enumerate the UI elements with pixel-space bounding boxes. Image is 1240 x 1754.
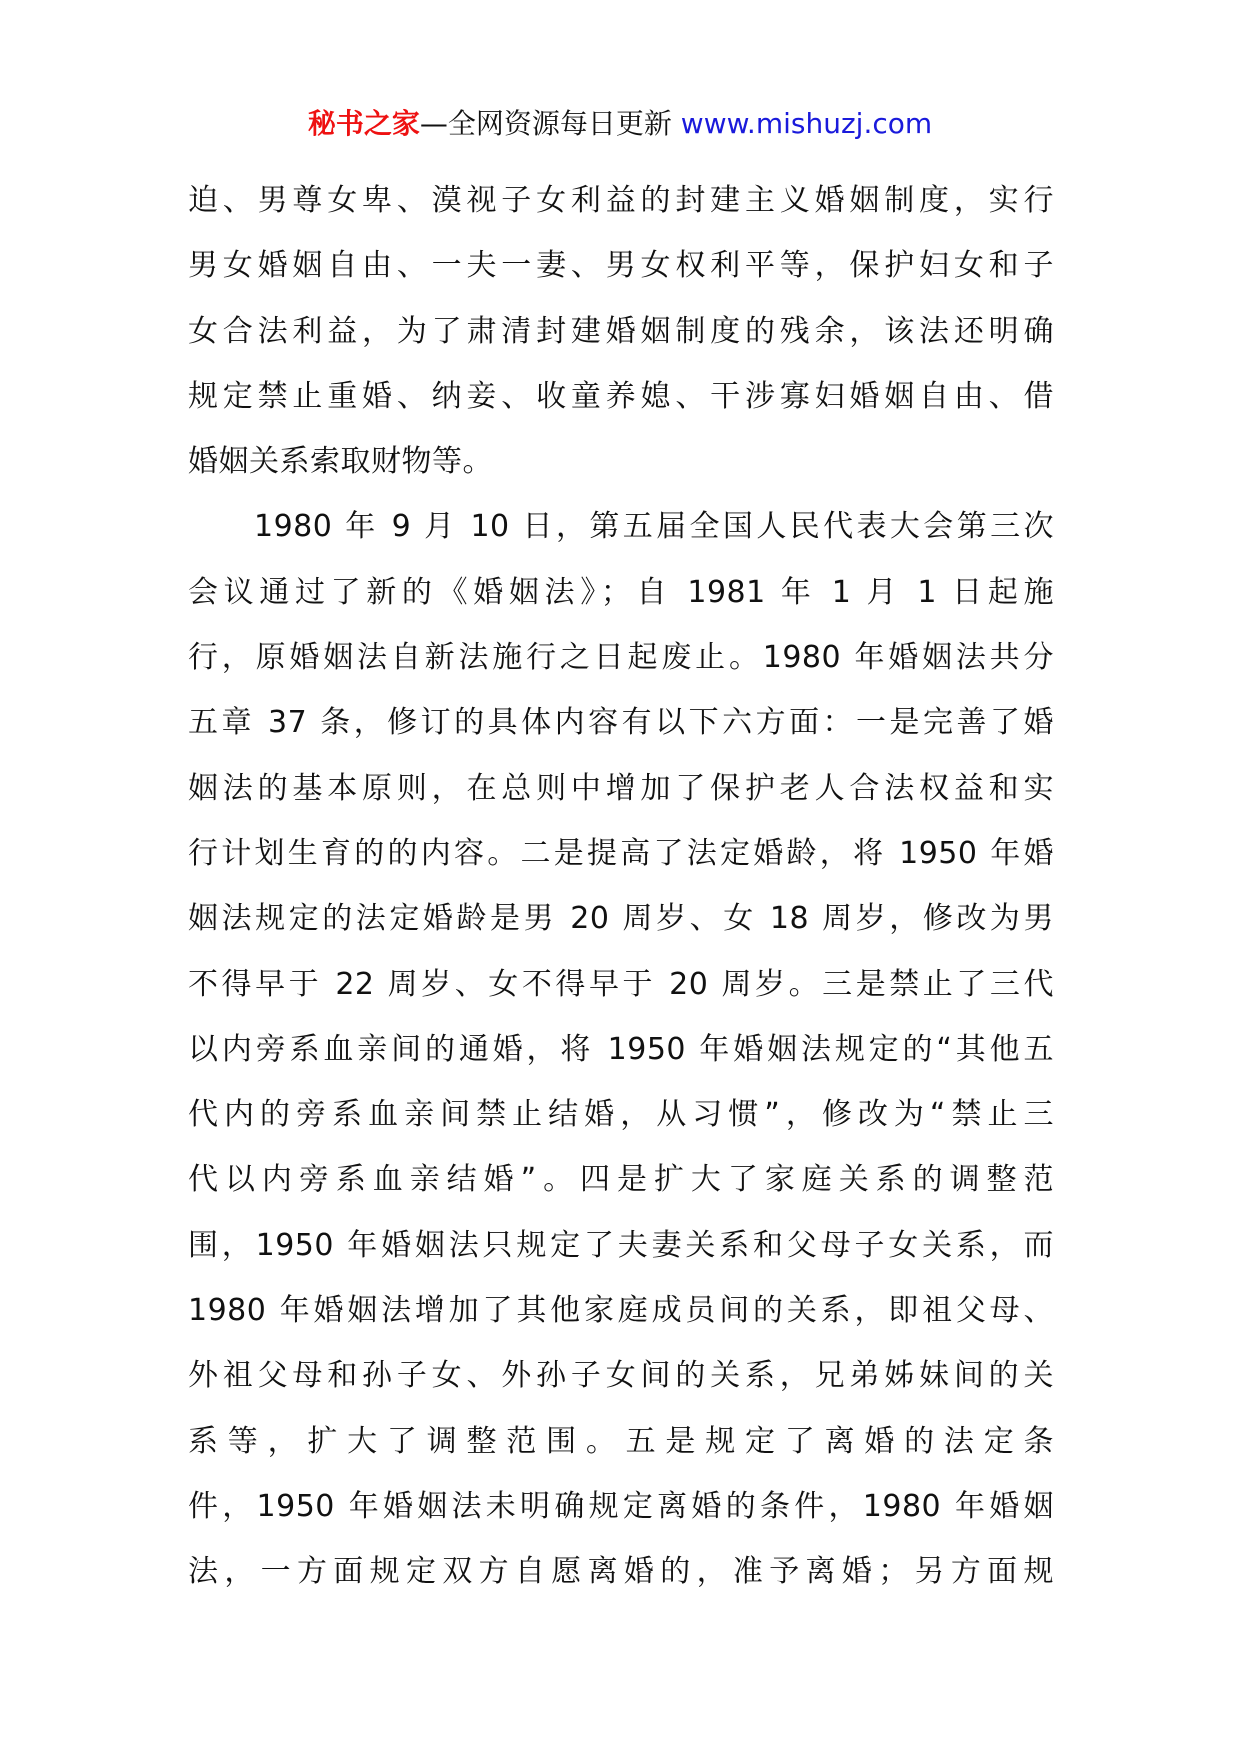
text-line: 不得早于 22 周岁、女不得早于 20 周岁。三是禁止了三代 xyxy=(188,966,1054,1002)
text-line: 件，1950 年婚姻法未明确规定离婚的条件，1980 年婚姻 xyxy=(188,1488,1054,1524)
text-line: 女合法利益，为了肃清封建婚姻制度的残余，该法还明确 xyxy=(188,313,1054,349)
header-brand: 秘书之家 xyxy=(307,107,420,140)
text-line: 法，一方面规定双方自愿离婚的，准予离婚；另方面规 xyxy=(188,1554,1054,1590)
body-text xyxy=(188,168,1054,1605)
text-line: 男女婚姻自由、一夫一妻、男女权利平等，保护妇女和子 xyxy=(188,248,1054,284)
header-slogan: —全网资源每日更新 xyxy=(419,107,672,140)
paragraph-2 xyxy=(188,494,1054,1604)
text-line: 外祖父母和孙子女、外孙子女间的关系，兄弟姊妹间的关 xyxy=(188,1358,1054,1394)
header-site-link[interactable]: www.mishuzj.com xyxy=(680,107,933,140)
text-line: 婚姻关系索取财物等。 xyxy=(188,444,493,480)
text-line: 会议通过了新的《婚姻法》；自 1981 年 1 月 1 日起施 xyxy=(188,574,1054,610)
text-line: 系等，扩大了调整范围。五是规定了离婚的法定条 xyxy=(188,1423,1054,1459)
text-line: 围，1950 年婚姻法只规定了夫妻关系和父母子女关系，而 xyxy=(188,1227,1054,1263)
text-line: 1980 年婚姻法增加了其他家庭成员间的关系，即祖父母、 xyxy=(188,1293,1054,1329)
text-line: 1980 年 9 月 10 日，第五届全国人民代表大会第三次 xyxy=(254,509,1054,545)
text-line: 代以内旁系血亲结婚”。四是扩大了家庭关系的调整范 xyxy=(188,1162,1054,1198)
text-line: 姻法规定的法定婚龄是男 20 周岁、女 18 周岁，修改为男 xyxy=(188,901,1054,937)
text-line: 以内旁系血亲间的通婚，将 1950 年婚姻法规定的“其他五 xyxy=(188,1031,1054,1067)
text-line: 姻法的基本原则，在总则中增加了保护老人合法权益和实 xyxy=(188,770,1054,806)
text-line: 行，原婚姻法自新法施行之日起废止。1980 年婚姻法共分 xyxy=(188,640,1054,676)
text-line: 五章 37 条，修订的具体内容有以下六方面：一是完善了婚 xyxy=(188,705,1054,741)
paragraph-1 xyxy=(188,168,1054,494)
text-line: 规定禁止重婚、纳妾、收童养媳、干涉寡妇婚姻自由、借 xyxy=(188,378,1054,414)
text-line: 代内的旁系血亲间禁止结婚，从习惯”，修改为“禁止三 xyxy=(188,1097,1054,1133)
text-line: 行计划生育的的内容。二是提高了法定婚龄，将 1950 年婚 xyxy=(188,835,1054,871)
text-line: 迫、男尊女卑、漠视子女利益的封建主义婚姻制度，实行 xyxy=(188,183,1054,218)
page-header xyxy=(0,104,1240,144)
